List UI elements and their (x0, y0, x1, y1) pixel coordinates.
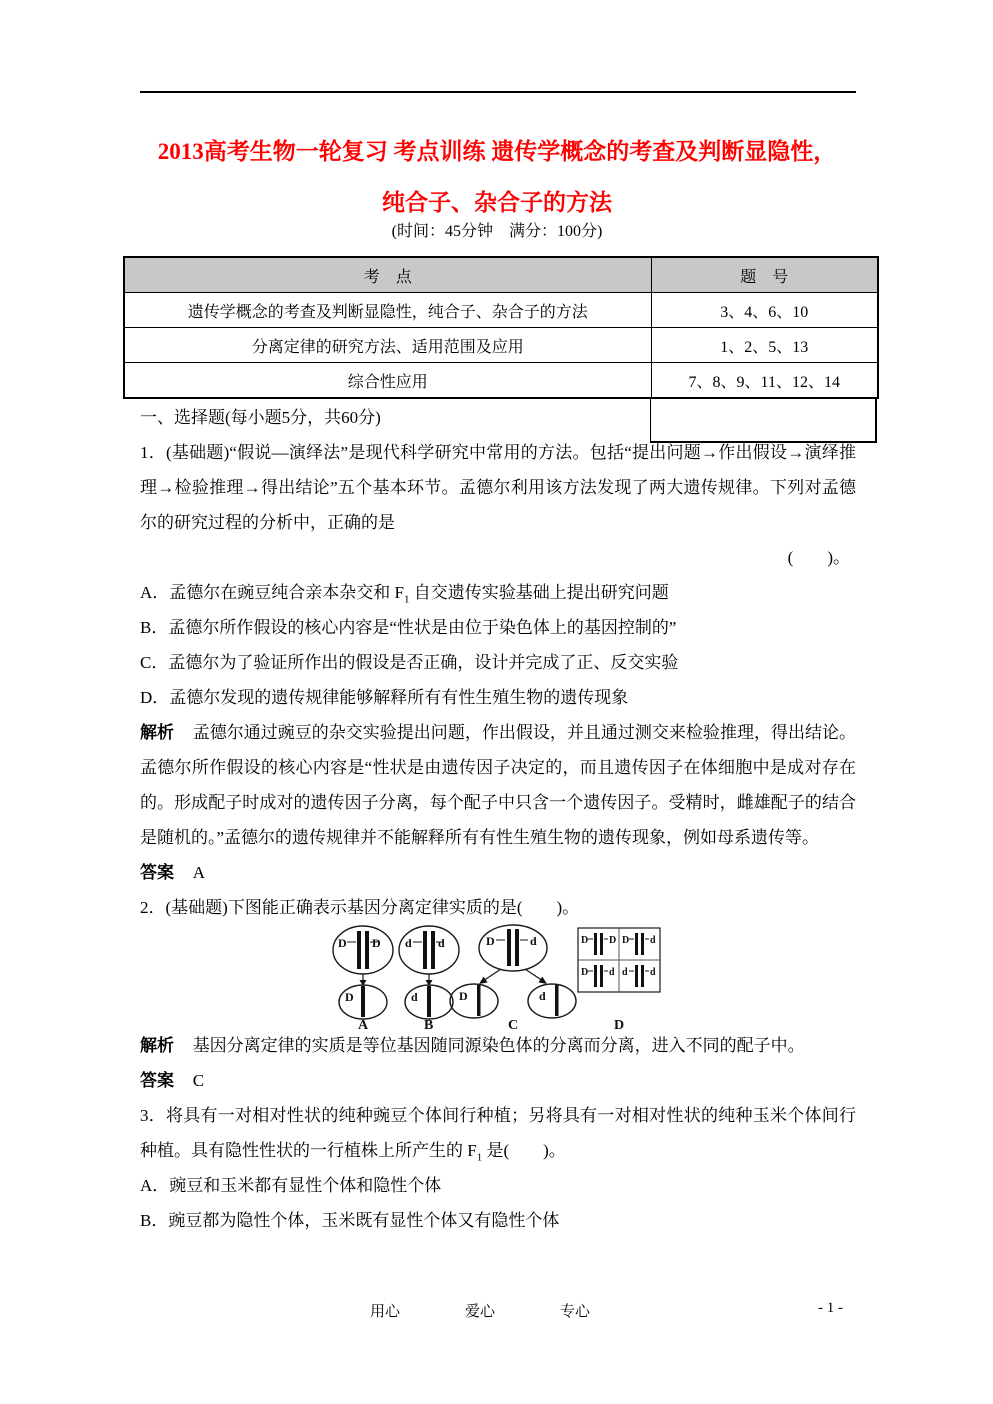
time-score-line: (时间：45分钟 满分：100分) (391, 223, 603, 240)
footer-word-2: 爱心 (465, 1304, 496, 1320)
header-question-numbers: 题 号 (651, 257, 878, 293)
exam-points-table (123, 256, 879, 399)
analysis-text: 孟德尔通过豌豆的杂交实验提出问题，作出假设，并且通过测交来检验推理，得出结论。孟德尔所作假设的核心内容是“性状是由遗传因子决定的，而且遗传因子在体细胞中是成对存在的。形成配子时成对的遗传因子分离，每个配子中只含一个遗传因子。受精时，雌雄配子的结合是随机的。”孟德尔的遗传规律并不能解释所有有性生殖生物的遗传现象，例如母系遗传等。 (140, 723, 856, 847)
table-row (124, 293, 878, 328)
allele-label: d (530, 934, 537, 948)
document-title (119, 126, 875, 228)
q2-diagram (328, 922, 668, 1034)
q2-stem: 2．(基础题)下图能正确表示基因分离定律实质的是( )。 (140, 898, 580, 917)
chromosome-bar (423, 931, 427, 969)
allele-label: d (405, 936, 412, 950)
numbers-cell: 3、4、6、10 (651, 293, 878, 328)
document-body (140, 400, 856, 1238)
q3-stem-text: 3．将具有一对相对性状的纯种豌豆个体间行种植；另将具有一对相对性状的纯种玉米个体间行种植。具有隐性性状的一行植株上所产生的 F (140, 1106, 856, 1160)
answer-value: A (192, 863, 205, 882)
allele-label: D (581, 935, 589, 946)
chromosome-bar (431, 931, 435, 969)
arrow-head (538, 977, 547, 984)
topic-cell: 遗传学概念的考查及判断显隐性，纯合子、杂合子的方法 (124, 293, 651, 328)
diagram-option-d (578, 928, 660, 1033)
allele-label: D (459, 989, 468, 1003)
gamete-cell-shape (528, 984, 576, 1018)
option-letter: C (508, 1018, 519, 1033)
q1-option-d: D．孟德尔发现的遗传规律能够解释所有有性生殖生物的遗传现象 (140, 688, 629, 707)
parent-cell-shape (479, 925, 547, 971)
allele-label: d (539, 989, 546, 1003)
q3-option-a: A．豌豆和玉米都有显性个体和隐性个体 (140, 1176, 442, 1195)
q1-option-b: B．孟德尔所作假设的核心内容是“性状是由位于染色体上的基因控制的” (140, 618, 677, 637)
f1-subscript: 1 (403, 593, 410, 606)
topic-cell: 综合性应用 (124, 363, 651, 399)
q1-answer (140, 855, 856, 890)
section-heading: 一、选择题(每小题5分，共60分) (140, 408, 381, 427)
allele-label: D (345, 990, 354, 1004)
answer-label: 答案 (140, 1071, 174, 1090)
allele-label: d (650, 967, 656, 978)
chromosome-bar (365, 931, 369, 969)
allele-label: D (622, 935, 630, 946)
grid-cell (622, 933, 656, 955)
chromosome-bar (427, 986, 431, 1017)
footer-word-1: 用心 (370, 1304, 401, 1320)
chromosome-bar (477, 985, 481, 1016)
allele-label: d (650, 935, 656, 946)
q1-option-a-text: A．孟德尔在豌豆纯合亲本杂交和 F (140, 583, 404, 602)
header-rule (140, 91, 856, 93)
parent-cell-shape (399, 926, 459, 974)
numbers-cell: 7、8、9、11、12、14 (651, 363, 878, 399)
allele-label: d (622, 967, 628, 978)
allele-label: d (411, 990, 418, 1004)
chromosome-bar (555, 985, 559, 1016)
gamete-cell-shape (450, 984, 498, 1018)
arrow-line (525, 969, 543, 981)
q1-answer-paren: ( )。 (787, 548, 850, 567)
numbers-cell: 1、2、5、13 (651, 328, 878, 363)
allele-label: D (486, 934, 495, 948)
diagram-option-a (333, 926, 393, 1033)
grid-cell (581, 965, 615, 987)
chromosome-bar (357, 931, 361, 969)
chromosome-bar (361, 986, 365, 1017)
title-line-1: 2013高考生物一轮复习 考点训练 遗传学概念的考查及判断显隐性， (157, 139, 837, 164)
footer-word-3: 专心 (560, 1304, 591, 1320)
analysis-text: 基因分离定律的实质是等位基因随同源染色体的分离而分离，进入不同的配子中。 (192, 1036, 805, 1055)
table-row (124, 363, 878, 399)
allele-label: D (372, 936, 381, 950)
grid-cell (622, 965, 656, 987)
allele-label: d (609, 967, 615, 978)
q2-diagram-block (140, 925, 856, 1033)
answer-value: C (192, 1071, 205, 1090)
q2-answer (140, 1063, 856, 1098)
f1-subscript: 1 (476, 1151, 483, 1164)
table-row (124, 328, 878, 363)
diagram-option-b (399, 926, 459, 1033)
chromosome-bar (507, 929, 511, 966)
answer-label: 答案 (140, 863, 174, 882)
page-number: - 1 - (818, 1300, 843, 1316)
q1-analysis (140, 715, 856, 855)
allele-label: D (581, 967, 589, 978)
q1-option-a-text: 自交遗传实验基础上提出研究问题 (409, 583, 669, 602)
header-topic: 考 点 (124, 257, 651, 293)
q1-stem: 1．(基础题)“假说—演绎法”是现代科学研究中常用的方法。包括“提出问题→作出假设→演绎推理→检验推理→得出结论”五个基本环节。孟德尔利用该方法发现了两大遗传规律。下列对孟德尔的研究过程的分析中，正确的是 (140, 443, 856, 532)
option-letter: D (614, 1018, 625, 1033)
q1-option-c: C．孟德尔为了验证所作出的假设是否正确，设计并完成了正、反交实验 (140, 653, 679, 672)
option-letter: B (424, 1018, 434, 1033)
title-line-2: 纯合子、杂合子的方法 (382, 190, 612, 215)
allele-label: D (609, 935, 617, 946)
q3-stem-text: 是( )。 (482, 1141, 566, 1160)
chromosome-bar (515, 929, 519, 966)
analysis-label: 解析 (140, 723, 175, 742)
option-letter: A (358, 1018, 369, 1033)
arrow-head (479, 977, 488, 984)
analysis-label: 解析 (140, 1036, 174, 1055)
allele-label: D (338, 936, 347, 950)
topic-cell: 分离定律的研究方法、适用范围及应用 (124, 328, 651, 363)
diagram-option-c (450, 925, 576, 1033)
parent-cell-shape (333, 926, 393, 974)
q3-stem (140, 1098, 856, 1168)
arrow-line (483, 969, 501, 981)
table-header-row (124, 257, 878, 293)
page-footer (0, 1300, 993, 1326)
q3-option-b: B．豌豆都为隐性个体，玉米既有显性个体又有隐性个体 (140, 1211, 560, 1230)
q1-option-a (140, 575, 856, 610)
allele-label: d (438, 936, 445, 950)
grid-cell (581, 933, 616, 955)
